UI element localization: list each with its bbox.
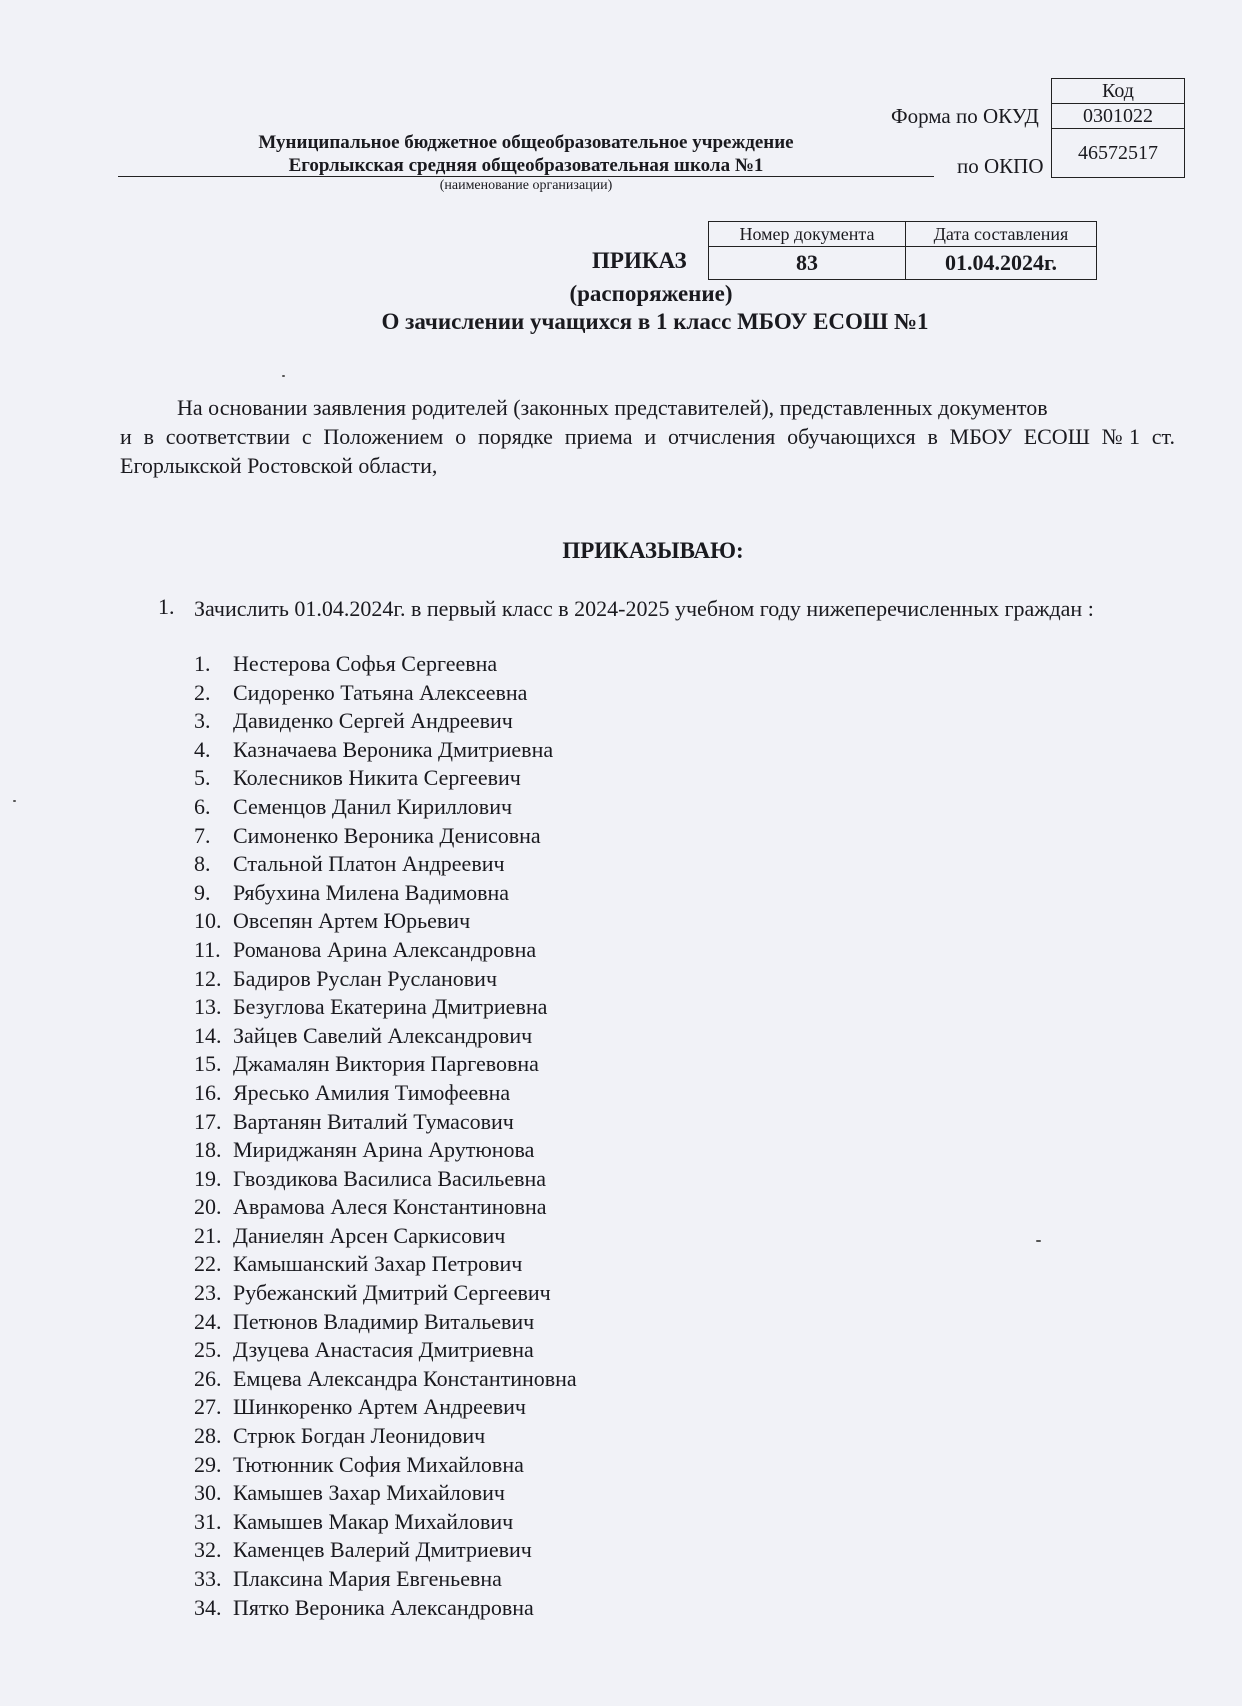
student-list-item (194, 1365, 577, 1394)
student-number: 20. (194, 1194, 222, 1220)
student-list-item (194, 1393, 577, 1422)
org-line-2: Егорлыкская средняя общеобразовательная школа №1 (288, 155, 764, 176)
student-name: Шинкоренко Артем Андреевич (233, 1394, 526, 1420)
student-name: Рябухина Милена Вадимовна (233, 879, 510, 905)
student-name: Пятко Вероника Александровна (233, 1594, 534, 1620)
student-list-item (194, 1222, 577, 1251)
student-number: 17. (194, 1108, 222, 1134)
student-list-item (194, 1022, 577, 1051)
doc-number: 83 (709, 247, 906, 280)
student-list-item (194, 1079, 577, 1108)
student-list (194, 650, 577, 1622)
doc-number-header: Номер документа (709, 222, 906, 247)
student-list-item (194, 907, 577, 936)
student-list-item (194, 1508, 577, 1537)
student-name: Романова Арина Александровна (233, 936, 537, 962)
student-list-item (194, 679, 577, 708)
student-name: Безуглова Екатерина Дмитриевна (233, 994, 548, 1020)
okpo-label: по ОКПО (957, 154, 1044, 178)
student-list-item (194, 1165, 577, 1194)
student-name: Стальной Платон Андреевич (233, 851, 505, 877)
student-number: 10. (194, 908, 222, 934)
student-list-item (194, 936, 577, 965)
basis-rest: и в соответствии с Положением о порядке приема и отчисления обучающихся в МБОУ ЕСОШ №1 ст. Егорлыкской Ростовской области, (120, 424, 1175, 478)
org-line-1: Муниципальное бюджетное общеобразовательное учреждение (258, 132, 794, 153)
student-number: 29. (194, 1451, 222, 1477)
organization-name (118, 131, 934, 177)
student-list-item (194, 993, 577, 1022)
student-name: Камышев Макар Михайлович (233, 1508, 514, 1534)
student-name: Колесников Никита Сергеевич (233, 765, 521, 791)
student-name: Каменцев Валерий Дмитриевич (233, 1537, 532, 1563)
student-number: 34. (194, 1594, 222, 1620)
doc-date: 01.04.2024г. (906, 247, 1097, 280)
student-list-item (194, 1136, 577, 1165)
item-number: 1. (158, 594, 175, 619)
student-number: 3. (194, 708, 211, 734)
student-name: Гвоздикова Василиса Васильевна (233, 1165, 547, 1191)
code-table (1051, 78, 1185, 178)
student-name: Камышанский Захар Петрович (233, 1251, 523, 1277)
student-list-item (194, 764, 577, 793)
student-number: 7. (194, 822, 211, 848)
student-name: Давиденко Сергей Андреевич (233, 708, 513, 734)
student-name: Даниелян Арсен Саркисович (233, 1222, 506, 1248)
document-subtype: (распоряжение) (569, 281, 733, 306)
scan-speck (282, 375, 285, 377)
student-name: Сидоренко Татьяна Алексеевна (233, 679, 528, 705)
scan-speck (1036, 1240, 1041, 1242)
student-number: 21. (194, 1222, 222, 1248)
student-list-item (194, 1536, 577, 1565)
student-name: Дзуцева Анастасия Дмитриевна (233, 1337, 534, 1363)
student-number: 31. (194, 1508, 222, 1534)
student-number: 32. (194, 1537, 222, 1563)
org-underline (118, 176, 934, 177)
student-number: 28. (194, 1423, 222, 1449)
student-list-item (194, 850, 577, 879)
student-number: 1. (194, 651, 211, 676)
student-list-item (194, 965, 577, 994)
student-name: Семенцов Данил Кириллович (233, 793, 513, 819)
student-number: 16. (194, 1079, 222, 1105)
student-name: Тютюнник София Михайловна (233, 1451, 524, 1477)
student-number: 15. (194, 1051, 222, 1077)
student-list-item (194, 1565, 577, 1594)
student-number: 18. (194, 1137, 222, 1163)
student-number: 14. (194, 1022, 222, 1048)
student-name: Казначаева Вероника Дмитриевна (233, 736, 554, 762)
student-name: Емцева Александра Константиновна (233, 1365, 577, 1391)
student-list-item (194, 736, 577, 765)
student-list-item (194, 1050, 577, 1079)
student-name: Яресько Амилия Тимофеевна (233, 1079, 511, 1105)
okpo-value: 46572517 (1052, 129, 1185, 178)
student-number: 4. (194, 736, 211, 762)
student-name: Вартанян Виталий Тумасович (233, 1108, 514, 1134)
student-name: Зайцев Савелий Александрович (233, 1022, 533, 1048)
org-caption: (наименование организации) (439, 178, 613, 193)
doc-date-header: Дата составления (906, 222, 1097, 247)
student-number: 2. (194, 679, 211, 705)
code-header: Код (1052, 79, 1185, 104)
order-heading: ПРИКАЗЫВАЮ: (562, 538, 744, 563)
okud-label: Форма по ОКУД (891, 104, 1039, 128)
scan-speck (13, 800, 16, 802)
student-name: Петюнов Владимир Витальевич (233, 1308, 535, 1334)
student-name: Нестерова Софья Сергеевна (233, 651, 498, 676)
basis-first-line: На основании заявления родителей (законных представителей), представленных документов (177, 395, 1048, 420)
student-list-item (194, 1479, 577, 1508)
student-number: 24. (194, 1308, 222, 1334)
student-name: Аврамова Алеся Константиновна (233, 1194, 547, 1220)
student-list-item (194, 822, 577, 851)
student-list-item (194, 707, 577, 736)
student-number: 22. (194, 1251, 222, 1277)
student-list-item (194, 1108, 577, 1137)
student-number: 30. (194, 1480, 222, 1506)
student-number: 19. (194, 1165, 222, 1191)
student-number: 13. (194, 994, 222, 1020)
student-list-item (194, 1451, 577, 1480)
document-type: ПРИКАЗ (592, 248, 687, 273)
student-list-item (194, 1279, 577, 1308)
student-name: Бадиров Руслан Русланович (233, 965, 498, 991)
okud-value: 0301022 (1052, 104, 1185, 129)
student-number: 27. (194, 1394, 222, 1420)
student-name: Джамалян Виктория Паргевовна (233, 1051, 539, 1077)
student-list-item (194, 1594, 577, 1623)
student-number: 9. (194, 879, 211, 905)
student-number: 25. (194, 1337, 222, 1363)
student-list-item (194, 1422, 577, 1451)
student-number: 5. (194, 765, 211, 791)
student-name: Симоненко Вероника Денисовна (233, 822, 541, 848)
student-name: Мириджанян Арина Арутюнова (233, 1137, 535, 1163)
student-number: 8. (194, 851, 211, 877)
student-number: 26. (194, 1365, 222, 1391)
document-subject: О зачислении учащихся в 1 класс МБОУ ЕСОШ №1 (381, 309, 929, 334)
student-number: 11. (194, 936, 221, 962)
student-list-item (194, 793, 577, 822)
student-name: Овсепян Артем Юрьевич (233, 908, 471, 934)
student-number: 6. (194, 793, 211, 819)
student-list-item (194, 1308, 577, 1337)
student-number: 12. (194, 965, 222, 991)
student-list-item (194, 879, 577, 908)
student-list-item (194, 650, 577, 679)
student-list-item (194, 1250, 577, 1279)
student-list-item (194, 1193, 577, 1222)
student-name: Плаксина Мария Евгеньевна (233, 1566, 502, 1591)
document-info-table (708, 221, 1097, 280)
student-name: Рубежанский Дмитрий Сергеевич (233, 1280, 551, 1306)
item-text: Зачислить 01.04.2024г. в первый класс в 2024-2025 учебном году нижеперечисленных граждан : (194, 596, 1094, 621)
student-list-item (194, 1336, 577, 1365)
student-number: 23. (194, 1280, 222, 1306)
student-name: Камышев Захар Михайлович (233, 1480, 505, 1506)
basis-paragraph (120, 393, 1175, 480)
student-name: Стрюк Богдан Леонидович (233, 1423, 486, 1449)
student-number: 33. (194, 1566, 222, 1591)
